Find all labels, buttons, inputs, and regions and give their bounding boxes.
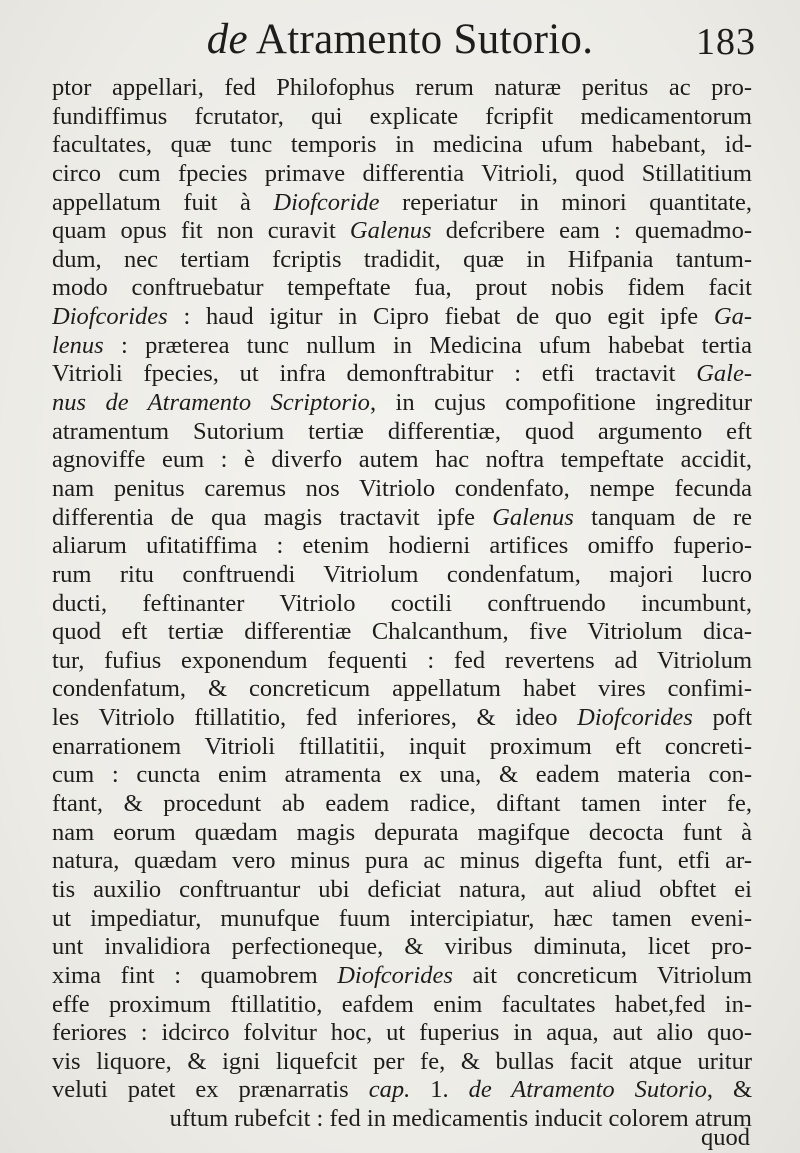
- text-line: [52, 1019, 752, 1048]
- text-segment: uftum rubefcit : fed in medicamentis inducit colorem atrum: [169, 1105, 752, 1133]
- text-line: [52, 303, 752, 332]
- italic-segment: lenus: [52, 331, 104, 359]
- text-segment: ftant, & procedunt ab eadem radice, diftant tamen inter fe,: [52, 790, 752, 818]
- text-segment: ait concreticum Vitriolum: [452, 961, 752, 989]
- body-text: [52, 74, 752, 1134]
- text-line: [52, 103, 752, 132]
- italic-segment: Diofcoride: [273, 188, 380, 216]
- text-line: [52, 733, 752, 762]
- text-segment: atramentum Sutorium tertiæ differentiæ, quod argumento eft: [52, 417, 752, 445]
- text-segment: unt invalidiora perfectioneque, & viribus diminuta, licet pro-: [52, 933, 752, 961]
- text-line: [52, 532, 752, 561]
- text-line: [52, 590, 752, 619]
- text-line: [52, 360, 752, 389]
- text-line: [52, 389, 752, 418]
- text-line: [52, 819, 752, 848]
- text-segment: modo conftruebatur tempeftate fua, prout nobis fidem facit: [52, 274, 752, 302]
- text-line: [52, 618, 752, 647]
- text-segment: xima fint : quamobrem: [52, 961, 338, 989]
- text-segment: , &: [706, 1076, 752, 1104]
- text-segment: quam opus fit non curavit: [52, 217, 350, 245]
- running-title: [0, 14, 800, 66]
- text-line: [52, 418, 752, 447]
- italic-segment: nus de Atramento Scriptorio: [52, 389, 370, 417]
- text-segment: rum ritu conftruendi Vitriolum condenfatum, majori lucro: [52, 560, 752, 588]
- running-title-text: Atramento Sutorio.: [255, 16, 594, 63]
- text-segment: defcribere eam : quemadmo-: [431, 217, 752, 245]
- page-number: 183: [696, 21, 756, 63]
- text-line: [52, 962, 752, 991]
- text-segment: enarrationem Vitrioli ftillatitii, inquit proximum eft concreti-: [52, 732, 752, 760]
- running-title-preposition: de: [206, 16, 248, 63]
- text-segment: ducti, feftinanter Vitriolo coctili conftruendo incumbunt,: [52, 589, 752, 617]
- italic-segment: de Atramento Sutorio: [468, 1076, 707, 1104]
- text-line: [52, 704, 752, 733]
- text-line: [52, 131, 752, 160]
- text-line: [52, 189, 752, 218]
- italic-segment: cap.: [368, 1076, 411, 1104]
- text-line: [52, 761, 752, 790]
- text-segment: effe proximum ftillatitio, eafdem enim facultates habet,fed in-: [52, 990, 752, 1018]
- text-line: [52, 561, 752, 590]
- text-segment: nam penitus caremus nos Vitriolo condenfato, nempe fecunda: [52, 474, 752, 502]
- text-line: [52, 1048, 752, 1077]
- text-segment: natura, quædam vero minus pura ac minus digefta funt, etfi ar-: [52, 847, 752, 875]
- text-line: [52, 332, 752, 361]
- text-segment: : præterea tunc nullum in Medicina ufum habebat tertia: [103, 331, 752, 359]
- italic-segment: Diofcorides: [52, 303, 168, 331]
- text-line: [52, 991, 752, 1020]
- text-line: [52, 933, 752, 962]
- running-header: [0, 6, 800, 70]
- text-segment: nam eorum quædam magis depurata magifque decocta funt à: [52, 818, 752, 846]
- italic-segment: Diofcorides: [577, 704, 693, 732]
- text-line: [52, 1105, 752, 1134]
- text-line: [52, 504, 752, 533]
- text-line: [52, 217, 752, 246]
- text-segment: veluti patet ex prænarratis: [52, 1076, 369, 1104]
- text-segment: appellatum fuit à: [52, 188, 274, 216]
- text-segment: agnoviffe eum : è diverfo autem hac noftra tempeftate accidit,: [52, 446, 752, 474]
- text-segment: vis liquore, & igni liquefcit per fe, & bullas facit atque uritur: [52, 1047, 752, 1075]
- text-segment: les Vitriolo ftillatitio, fed inferiores, & ideo: [52, 704, 578, 732]
- text-segment: Vitrioli fpecies, ut infra demonftrabitur : etfi tractavit: [52, 360, 697, 388]
- text-line: [52, 1076, 752, 1105]
- text-segment: reperiatur in minori quantitate,: [379, 188, 752, 216]
- text-segment: quod eft tertiæ differentiæ Chalcanthum, five Vitriolum dica-: [52, 618, 752, 646]
- text-segment: cum : cuncta enim atramenta ex una, & eadem materia con-: [52, 761, 752, 789]
- text-segment: 1.: [410, 1076, 469, 1104]
- text-segment: poft: [692, 704, 752, 732]
- text-segment: circo cum fpecies primave differentia Vitrioli, quod Stillatitium: [52, 159, 752, 187]
- italic-segment: Ga-: [713, 303, 752, 331]
- text-segment: dum, nec tertiam fcriptis tradidit, quæ in Hifpania tantum-: [52, 245, 752, 273]
- text-line: [52, 905, 752, 934]
- text-segment: aliarum ufitatiffima : etenim hodierni artifices omiffo fuperio-: [52, 532, 752, 560]
- text-line: [52, 847, 752, 876]
- text-segment: feriores : idcirco folvitur hoc, ut fuperius in aqua, aut alio quo-: [52, 1019, 752, 1047]
- text-line: [52, 475, 752, 504]
- catchword: quod: [701, 1124, 750, 1151]
- text-line: [52, 446, 752, 475]
- text-line: [52, 675, 752, 704]
- italic-segment: Gale-: [696, 360, 752, 388]
- text-segment: facultates, quæ tunc temporis in medicina ufum habebant, id-: [52, 131, 752, 159]
- text-line: [52, 74, 752, 103]
- italic-segment: Galenus: [349, 217, 432, 245]
- text-line: [52, 876, 752, 905]
- text-segment: ptor appellari, fed Philofophus rerum naturæ peritus ac pro-: [52, 74, 752, 101]
- text-segment: tis auxilio conftruantur ubi deficiat natura, aut aliud obftet ei: [52, 875, 752, 903]
- text-segment: , in cujus compofitione ingreditur: [369, 389, 752, 417]
- text-segment: tur, fufius exponendum fequenti : fed revertens ad Vitriolum: [52, 646, 752, 674]
- text-line: [52, 246, 752, 275]
- text-line: [52, 647, 752, 676]
- italic-segment: Galenus: [492, 503, 574, 531]
- text-segment: fundiffimus fcrutator, qui explicate fcripfit medicamentorum: [52, 102, 752, 130]
- text-segment: ut impediatur, munufque fuum intercipiatur, hæc tamen eveni-: [52, 904, 752, 932]
- text-line: [52, 790, 752, 819]
- text-segment: tanquam de re: [573, 503, 752, 531]
- text-line: [52, 274, 752, 303]
- italic-segment: Diofcorides: [337, 961, 453, 989]
- text-segment: : haud igitur in Cipro fiebat de quo egit ipfe: [167, 303, 714, 331]
- text-segment: differentia de qua magis tractavit ipfe: [52, 503, 493, 531]
- text-segment: condenfatum, & concreticum appellatum habet vires confimi-: [52, 675, 752, 703]
- text-line: [52, 160, 752, 189]
